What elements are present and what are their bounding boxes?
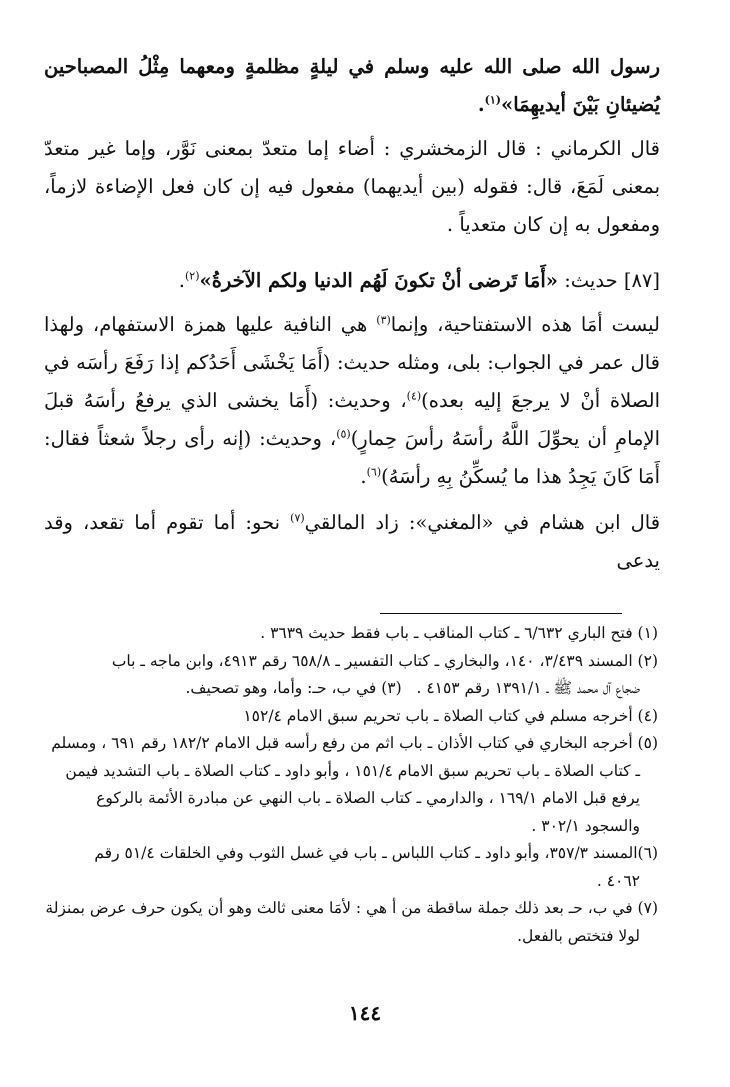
footnote-ref-5: (٥): [336, 427, 351, 441]
footnote-line: (٤) أخرجه مسلم في كتاب الصلاة ـ باب تحريم سبق الامام ١٥٢/٤: [243, 706, 658, 725]
footnote-line: (١) فتح الباري ٦/٦٣٢ ـ كتاب المناقب ـ باب فقط حديث ٣٦٣٩ .: [260, 624, 658, 642]
footnote-2-cont: ضجاع آل محمد ﷺ ـ ١٣٩١/١ رقم ٤١٥٣ .: [416, 679, 640, 697]
paragraph-ibn-hisham: [44, 504, 660, 580]
footnote-line: (٥) أخرجه البخاري في كتاب الأذان ـ باب اثم من رفع رأسه قبل الامام ١٨٢/٢ رقم ٦٩١ ، ومسلم: [51, 734, 658, 752]
footnote-1: [42, 620, 658, 648]
paragraph-kirmani: قال الكرماني : قال الزمخشري : أضاء إما متعدّ بمعنى نَوَّر، وإما غير متعدّ بمعنى لَمَعَ، قال: فقوله (بين أيديهما) مفعول فيه إن كان فعل الإضاءة لازماً، ومفعول به إن كان متعدياً .: [44, 137, 660, 236]
period: .: [360, 465, 367, 488]
footnote-line: (٢) المسند ٣/٤٣٩، ١٤٠، والبخاري ـ كتاب التفسير ـ ٦٥٨/٨ رقم ٤٩١٣، وابن ماجه ـ باب: [111, 651, 658, 670]
hadith-quote: «أَمَا تَرضى أنْ تكونَ لَهُم الدنيا ولكم الآخرةُ»: [199, 269, 558, 292]
footnote-ref-6: (٦): [366, 465, 382, 479]
footnote-4: [42, 703, 658, 731]
footnote-ref-2: (٢): [185, 269, 200, 283]
period: .: [477, 93, 485, 116]
footnote-line: والسجود ٣٠٢/١ .: [531, 816, 640, 835]
paragraph-hadith-87: [44, 262, 660, 300]
footnote-separator: [380, 613, 622, 614]
commentary-part-2: هي النافية عليها همزة الاستفهام، ولهذا قال عمر في الجواب: بلى، ومثله حديث: (أَمَا يَخْشَى أَحَدُكم إذا رَفَعَ رأسَه في الصلاة أنْ لا يرجعَ إليه بعده): [44, 313, 660, 412]
footnote-ref-3: (٣): [376, 313, 391, 327]
footnote-line: لولا فتختص بالفعل.: [517, 926, 640, 945]
paragraph-hadith-continuation: [44, 48, 660, 124]
footnote-line: يرفع قبل الامام ١٦٩/١ ، والدارمي ـ كتاب الصلاة ـ باب النهي عن مبادرة الأئمة بالركوع: [96, 789, 640, 807]
footnote-2: [42, 648, 658, 703]
footnote-line-with-3: [42, 675, 658, 703]
paragraph-commentary: [44, 306, 660, 496]
footnotes: [42, 620, 658, 950]
hadith-text: رسول الله صلى الله عليه وسلم في ليلةٍ مظلمةٍ ومعهما مِثْلُ المصباحين يُضيئانِ بَيْنَ أيديهِمَا»: [44, 55, 660, 116]
commentary-part-4: ، وحديث: (إنه رأى رجلاً شعثاً فقال: أَمَا كَانَ يَجِدُ هذا ما يُسكِّنُ بِهِ رأسَهُ): [44, 427, 660, 488]
commentary-part-1: ليست أمَا هذه الاستفتاحية، وإنما: [390, 313, 660, 336]
page-number: ١٤٤: [348, 1001, 382, 1025]
footnote-line: (٦)المسند ٣٥٧/٣، وأبو داود ـ كتاب اللباس ـ باب في غسل الثوب وفي الخلقات ٥١/٤ رقم: [94, 844, 658, 862]
hadith-label: حديث:: [564, 269, 618, 292]
hadith-number: [٨٧]: [623, 269, 660, 292]
period: .: [178, 269, 185, 292]
footnote-line: ـ كتاب الصلاة ـ باب تحريم سبق الامام ١٥١/٤ ، وأبو داود ـ كتاب الصلاة ـ باب التشديد فيمن: [65, 761, 640, 780]
footnote-line: (٧) في ب، حـ بعد ذلك جملة ساقطة من أ هي : لأمَا معنى ثالث وهو أن يكون حرف عرض بمنزلة: [45, 899, 658, 917]
footnote-5: [42, 730, 658, 840]
footnote-7: [42, 895, 658, 950]
main-text: [44, 48, 660, 580]
footnote-ref-4: (٤): [406, 389, 422, 403]
footnote-6: [42, 840, 658, 895]
footnote-ref-7: (٧): [290, 511, 305, 525]
ibn-hisham-part-1: قال ابن هشام في «المغني»: زاد المالقي: [304, 511, 661, 534]
footnote-ref-1: (١): [484, 93, 501, 107]
footnote-3: (٣) في ب، حـ: وأما، وهو تصحيف.: [185, 679, 402, 697]
commentary-part-3: ، وحديث: (أَمَا يخشى الذي يرفعُ رأسَهُ قبلَ الإمامِ أن يحوِّلَ اللَّهُ رأسَهُ رأسَ حِمارٍ): [44, 389, 661, 450]
footnote-line: ٤٠٦٢ .: [596, 871, 640, 890]
ibn-hisham-part-2: نحو: أما تقوم أما تقعد، وقد يدعى: [44, 511, 660, 572]
